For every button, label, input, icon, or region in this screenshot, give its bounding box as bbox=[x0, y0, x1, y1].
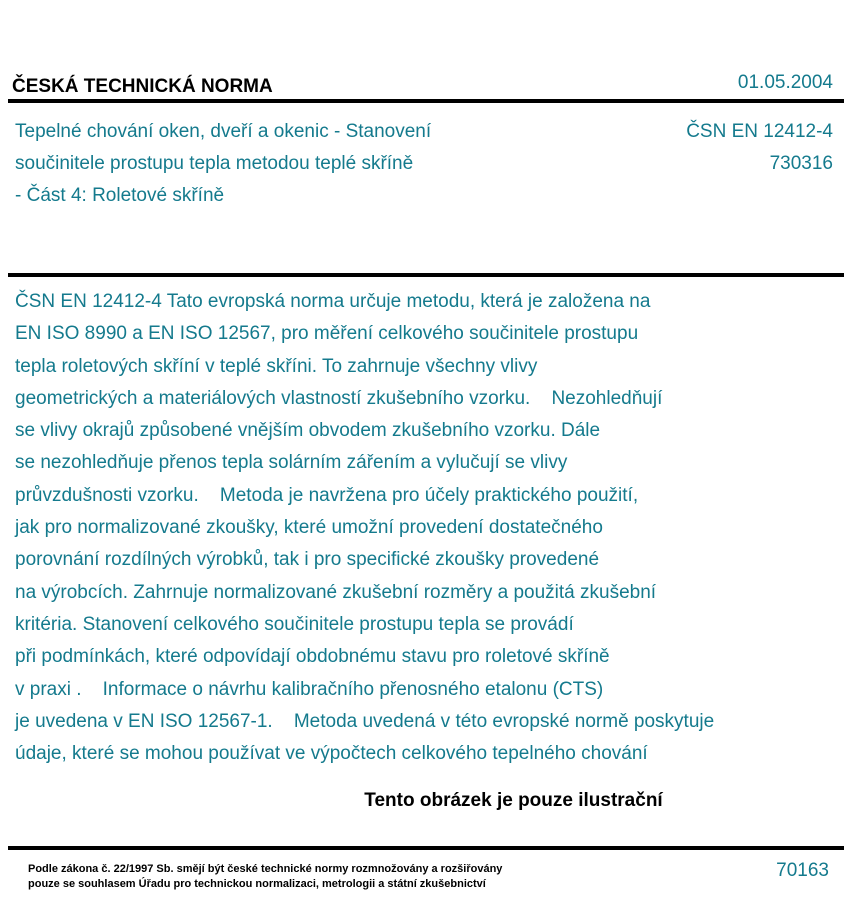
abstract-line: EN ISO 8990 a EN ISO 12567, pro měření celkového součinitele prostupu bbox=[15, 323, 639, 345]
class-number: 730316 bbox=[769, 153, 833, 174]
document-title-line: součinitele prostupu tepla metodou teplé skříně bbox=[15, 153, 414, 174]
illustration-notice: Tento obrázek je pouze ilustrační bbox=[364, 790, 663, 811]
document-title-line: Tepelné chování oken, dveří a okenic - Stanovení bbox=[15, 121, 432, 142]
legal-notice-line: Podle zákona č. 22/1997 Sb. smějí být české technické normy rozmnožovány a rozšiřovány bbox=[28, 863, 503, 875]
top-divider bbox=[8, 99, 844, 103]
abstract-text bbox=[15, 286, 714, 770]
document-title-line: - Část 4: Roletové skříně bbox=[15, 185, 225, 206]
abstract-line: průvzdušnosti vzorku. Metoda je navržena pro účely praktického použití, bbox=[15, 484, 639, 506]
abstract-line: kritéria. Stanovení celkového součinitele prostupu tepla se provádí bbox=[15, 613, 574, 635]
standard-heading: ČESKÁ TECHNICKÁ NORMA bbox=[12, 76, 273, 97]
abstract-line: porovnání rozdílných výrobků, tak i pro specifické zkoušky provedené bbox=[15, 549, 600, 571]
legal-notice-line: pouze se souhlasem Úřadu pro technickou normalizaci, metrologii a státní zkušebnictví bbox=[28, 878, 486, 890]
document-codes bbox=[686, 116, 833, 180]
abstract-line: v praxi . Informace o návrhu kalibračního přenosného etalonu (CTS) bbox=[15, 678, 604, 700]
bottom-divider bbox=[8, 846, 844, 850]
publication-date: 01.05.2004 bbox=[737, 72, 833, 93]
abstract-line: jak pro normalizované zkoušky, které umožní provedení dostatečného bbox=[15, 517, 603, 539]
catalog-number: 70163 bbox=[776, 860, 829, 881]
abstract-line: se vlivy okrajů způsobené vnějším obvodem zkušebního vzorku. Dále bbox=[15, 420, 601, 442]
abstract-line: geometrických a materiálových vlastností zkušebního vzorku. Nezohledňují bbox=[15, 387, 663, 409]
abstract-line: tepla roletových skříní v teplé skříni. To zahrnuje všechny vlivy bbox=[15, 355, 538, 377]
abstract-line: se nezohledňuje přenos tepla solárním zářením a vylučují se vlivy bbox=[15, 452, 568, 474]
middle-divider bbox=[8, 273, 844, 277]
document-title bbox=[15, 116, 431, 212]
standard-code: ČSN EN 12412-4 bbox=[686, 121, 833, 142]
abstract-line: ČSN EN 12412-4 Tato evropská norma určuje metodu, která je založena na bbox=[15, 291, 651, 312]
abstract-line: při podmínkách, které odpovídají obdobnému stavu pro roletové skříně bbox=[15, 646, 610, 668]
abstract-line: je uvedena v EN ISO 12567-1. Metoda uvedená v této evropské normě poskytuje bbox=[15, 710, 715, 732]
legal-notice bbox=[28, 862, 502, 892]
abstract-line: na výrobcích. Zahrnuje normalizované zkušební rozměry a použitá zkušební bbox=[15, 581, 657, 603]
abstract-line: údaje, které se mohou používat ve výpočtech celkového tepelného chování bbox=[15, 743, 648, 765]
